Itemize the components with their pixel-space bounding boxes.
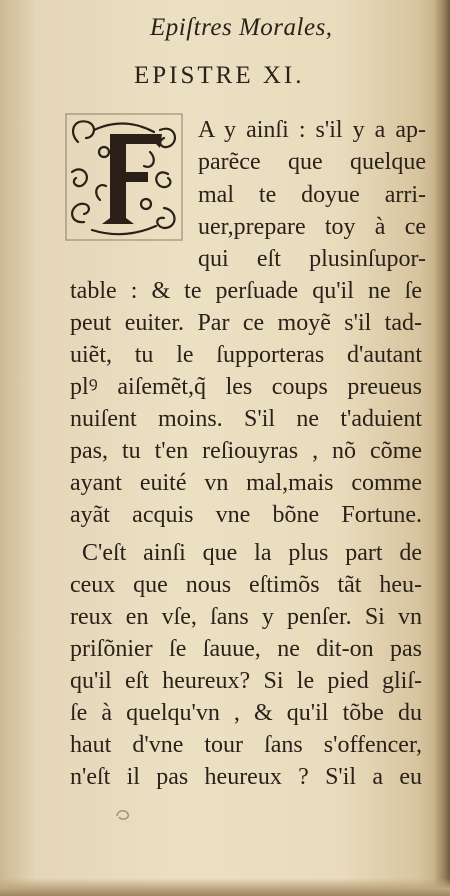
page-edge-shadow xyxy=(434,0,450,896)
text-line: uiẽt, tu le ſupporteras d'autant xyxy=(70,342,422,368)
text-line: ceux que nous eſtimõs tãt heu- xyxy=(70,572,422,598)
text-line: ſe à quelqu'vn , & qu'il tõbe du xyxy=(70,700,422,726)
text-line: mal te doyue arri- xyxy=(198,182,426,208)
text-line: reux en vſe, ſans y penſer. Si vn xyxy=(70,604,422,630)
text-line: parẽce que quelque xyxy=(198,149,426,175)
text-line: qui eſt plusinſupor- xyxy=(198,246,426,272)
ink-mark-icon xyxy=(114,806,134,822)
text-line: priſõnier ſe ſauue, ne dit-on pas xyxy=(70,636,422,662)
text-line: ayãt acquis vne bõne Fortune. xyxy=(70,502,422,528)
page-bottom-edge xyxy=(0,878,450,896)
text-line: haut d'vne tour ſans s'offencer, xyxy=(70,732,422,758)
running-head: Epiſtres Morales, xyxy=(150,14,333,41)
epistle-title: EPISTRE XI. xyxy=(134,62,305,89)
text-line: qu'il eſt heureux? Si le pied gliſ- xyxy=(70,668,422,694)
text-line: pas, tu t'en reſiouyras , nõ cõme xyxy=(70,438,422,464)
text-line: table : & te perſuade qu'il ne ſe xyxy=(70,278,422,304)
decorated-initial-f xyxy=(64,112,184,242)
text-line: A y ainſi : s'il y a ap- xyxy=(198,117,426,143)
text-line: n'eſt il pas heureux ? S'il a eu xyxy=(70,764,422,790)
text-line: nuiſent moins. S'il ne t'aduient xyxy=(70,406,422,432)
text-line: C'eſt ainſi que la plus part de xyxy=(82,540,422,566)
text-line: ayant euité vn mal,mais comme xyxy=(70,470,422,496)
text-line: peut euiter. Par ce moyẽ s'il tad- xyxy=(70,310,422,336)
text-line: uer,prepare toy à ce xyxy=(198,214,426,240)
text-line: plꝰ aiſemẽt,q̃ les coups preueus xyxy=(70,374,422,400)
